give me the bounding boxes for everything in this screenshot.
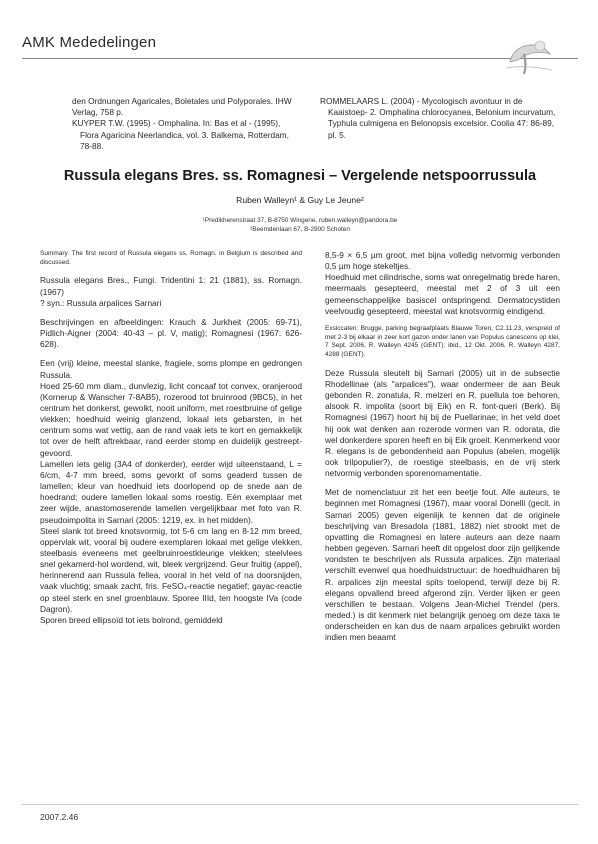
literature-paragraph: Beschrijvingen en afbeeldingen: Krauch & Jurkheit (2005: 69-71), Pidlich-Aigner (2004: 40-43 – pl. V, matig); Romagnesi (1967: 626-628). xyxy=(40,316,302,350)
footer-rule xyxy=(22,804,578,805)
discussion-paragraph: Deze Russula sleutelt bij Sarnari (2005) uit in de subsectie Rhodellinae (als "arpalices"), waar ondermeer de aan Beuk gebonden R. zonatula, R. melzeri en R. puellula toe behoren, alsook R. impolita (soort bij Eik) en R. font-queri (Berk). Bij Romagnesi (1967) hoort hij bij de Puellarinae; in het veld doet hij ook wat denken aan rozerode vormen van R. odorata, die wel donkerdere sporen heeft en bij Eik groeit. Kenmerkend voor R. elegans is de gebondenheid aan Populus (abelen, mogelijk ook trilpopulier?), de roestige steelbasis, en de vrij sterk netvormig verbonden sporenornamentatie. xyxy=(325,367,560,479)
article-title: Russula elegans Bres. ss. Romagnesi – Vergelende netspoorrussula xyxy=(63,168,537,184)
nomenclature-paragraph: Met de nomenclatuur zit het een beetje fout. Alle auteurs, te beginnen met Romagnesi (1967), maar vooral Donelli (gecit. in Sarnari 2005) geven eigenlijk te kennen dat de originele beschrijving van Bresadola (1881, 1882) niet strookt met de opvatting die Romagnesi en latere auteurs aan deze naam hebben gegeven. Sarnari heeft dit opgelost door zijn gelijkende vondsten te beschrijven als Russula arpalices. Zijn materiaal verschilt evenwel qua hoedhuidstructuur: de hoedhuidharen bij R. arpalices zijn meestal spits toelopend, terwijl deze bij R. elegans opvallend breed afgerond zijn. Verder lijken er geen verschillen te bestaan. Volgens Jean-Michel Trendel (pers. meded.) is dit kenmerk niet belangrijk genoeg om deze taxa te onderscheiden en kan dus de naam arpalices gebruikt worden indien men beaamt xyxy=(325,487,560,643)
author-address-1: ¹Predikherenstraat 37, B-8750 Wingene, ruben.walleyn@pandora.be xyxy=(202,217,398,224)
stem-description: Steel slank tot breed knotsvormig, tot 5-6 cm lang en 8-12 mm breed, oppervlak wit, vooral bij oudere exemplaren lokaal met gelige vlekken, steelbasis eveneens met geelbruinroestkleurige vlekken; steelvlees snel gekamerd-hol wordend, wit, bleek vergrijzend. Geur fruitig (appel), herinnerend aan Russula fellea, vooral in het veld of na doorsnijden, vaak vluchtig; smaak zacht, fris. FeSO₄-reactie negatief; gayac-reactie op steel sterk en snel groenblauw. Sporee IIId, ten hoogste IVa (code Dagron). xyxy=(40,525,302,614)
cuticle-description: Hoedhuid met cilindrische, soms wat onregelmatig brede haren, meermaals gesepteerd, meestal met 2 of 3 uit een gemeenschappelijke basiscel ontspringend. Dermatocystiden veelvoudig gesepteerd, meestal wat knotsvormig eindigend. xyxy=(325,272,560,316)
page-number: 2007.2.46 xyxy=(40,812,79,822)
author-address-2: ²Beemdenlaan 67, B-2900 Schoten xyxy=(250,226,350,233)
intro-paragraph: Een (vrij) kleine, meestal slanke, fragiele, soms plompe en gedrongen Russula. xyxy=(40,358,302,380)
reference-entry: ROMMELAARS L. (2004) - Mycologisch avontuur in de Kaaistoep- 2. Omphalina chlorocyanea, Belonium incurvatum, Typhula culmigena en Belonopsis excelsior. Coolia 47: 86-89, pl. 5. xyxy=(320,96,556,140)
exsiccata: Exsiccaten: Brugge, parking begraafplaats Blauwe Toren, C2.11.23, verspreid of met 2-3 bij elkaar in zeer kort gazon onder lanen van Populus canescens op klei, 7 Sept. 2006, R. Walleyn 4245 (GENT); ibid., 12 Okt. 2006, R. Walleyn 4287, 4288 (GENT). xyxy=(325,324,560,359)
gills-description: Lamellen iets gelig (3A4 of donkerder), eerder wijd uiteenstaand, L = 6/cm, 4-7 mm breed, soms gevorkt of soms geaderd tussen de lamellen; kleur van hoedhuid iets doorlopend op de snede aan de hoedrand; oudere lamellen lokaal soms roestig. Eén exemplaar met zeer wijde, anastomoserende lamellen vergelijkbaar met foto van R. pseudoimpolita in Sarnari (2005: 1219, ex. in het midden). xyxy=(40,458,302,525)
header-rule xyxy=(22,58,578,59)
reference-entry: den Ordnungen Agaricales, Boletales und Polyporales. IHW Verlag, 758 p. xyxy=(72,96,292,118)
spores-description: Sporen breed ellipsoïd tot iets bolrond, gemiddeld xyxy=(40,614,223,625)
reference-entry: KUYPER T.W. (1995) - Omphalina. In: Bas et al - (1995), Flora Agaricina Neerlandica, vol. 3. Balkema, Rotterdam, 78-88. xyxy=(72,118,289,151)
taxon-heading: Russula elegans Bres., Fungi. Tridentini 1: 21 (1881), ss. Romagn. (1967) xyxy=(40,275,302,297)
synonym: ? syn.: Russula arpalices Sarnari xyxy=(40,297,162,308)
article-authors: Ruben Walleyn¹ & Guy Le Jeune² xyxy=(236,195,364,205)
summary: Summary. The first record of Russula elegans ss. Romagn. in Belgium is described and discussed. xyxy=(40,250,302,266)
spores-continued: 8,5-9 × 6,5 µm groot, met bijna volledig netvormig verbonden 0,5 µm hoge stekeltjes. xyxy=(325,250,560,272)
amk-logo-icon xyxy=(500,32,558,76)
journal-title: AMK Mededelingen xyxy=(22,34,157,51)
cap-description: Hoed 25-60 mm diam., dunvlezig, licht concaaf tot convex, oranjerood (Kornerup & Wanscher 7-8AB5), rozerood tot bruinrood (9BC5), in het centrum het donkerst, gewolkt, nooit uniform, met roestbruine of gelige vlekken; hoedhuid weinig glanzend, lokaal iets gebarsten, in het centrum soms wat vettig, aan de rand vaak iets te kort en gemakkelijk tot over de helft aftrekbaar, rand eerder stomp en duidelijk gestreept-gevoord. xyxy=(40,380,302,458)
